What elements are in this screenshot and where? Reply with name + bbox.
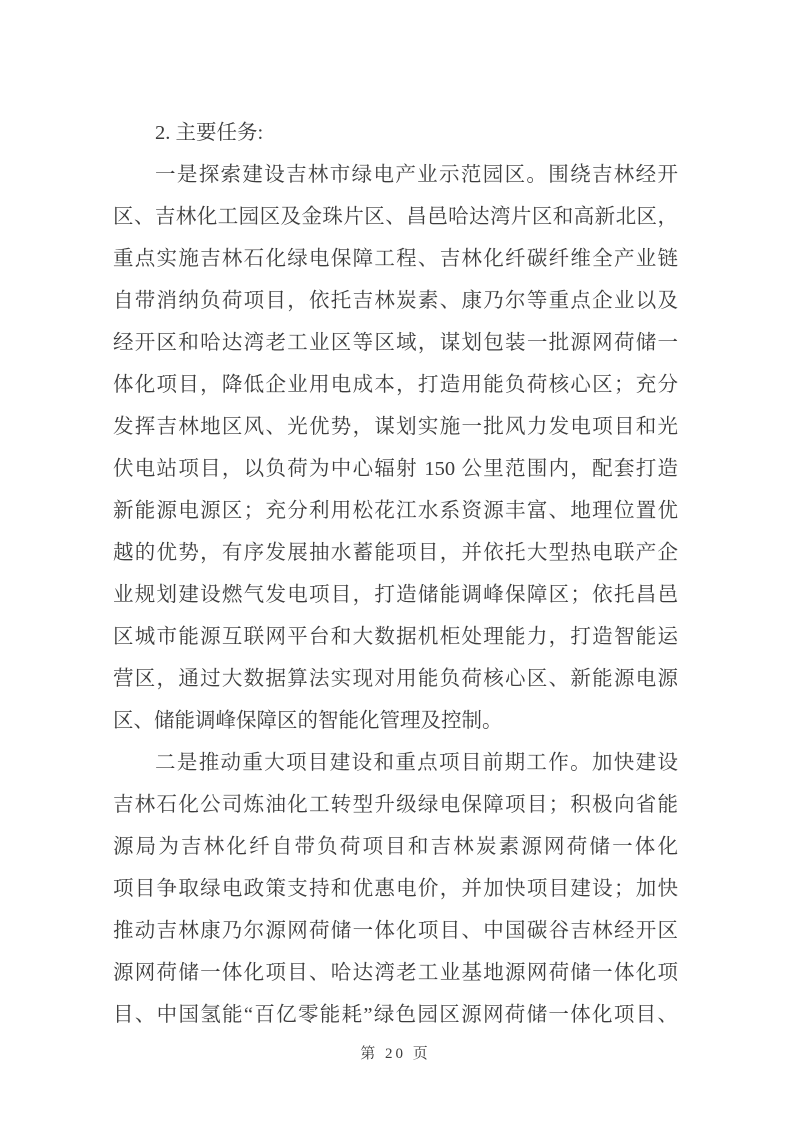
text-line: 体化项目，降低企业用电成本，打造用能负荷核心区；充分 bbox=[113, 374, 678, 396]
text-line: 新能源电源区；充分利用松花江水系资源丰富、地理位置优 bbox=[113, 500, 678, 522]
text-line: 源网荷储一体化项目、哈达湾老工业基地源网荷储一体化项 bbox=[113, 962, 678, 984]
text-line: 吉林石化公司炼油化工转型升级绿电保障项目；积极向省能 bbox=[113, 794, 678, 816]
text-line: 目、中国氢能“百亿零能耗”绿色园区源网荷储一体化项目、 bbox=[113, 1004, 678, 1026]
text-line: 推动吉林康乃尔源网荷储一体化项目、中国碳谷吉林经开区 bbox=[113, 920, 678, 942]
text-line: 一是探索建设吉林市绿电产业示范园区。围绕吉林经开 bbox=[155, 164, 678, 186]
text-line: 项目争取绿电政策支持和优惠电价，并加快项目建设；加快 bbox=[113, 878, 678, 900]
text-line: 2. 主要任务: bbox=[155, 122, 264, 144]
text-line: 发挥吉林地区风、光优势，谋划实施一批风力发电项目和光 bbox=[113, 416, 678, 438]
text-line: 伏电站项目，以负荷为中心辐射 150 公里范围内，配套打造 bbox=[113, 458, 678, 480]
text-line: 越的优势，有序发展抽水蓄能项目，并依托大型热电联产企 bbox=[113, 542, 678, 564]
text-line: 二是推动重大项目建设和重点项目前期工作。加快建设 bbox=[155, 752, 678, 774]
text-line: 业规划建设燃气发电项目，打造储能调峰保障区；依托昌邑 bbox=[113, 584, 678, 606]
text-line: 区城市能源互联网平台和大数据机柜处理能力，打造智能运 bbox=[113, 626, 678, 648]
text-line: 营区，通过大数据算法实现对用能负荷核心区、新能源电源 bbox=[113, 668, 678, 690]
document-body bbox=[113, 112, 678, 1036]
text-line: 区、吉林化工园区及金珠片区、昌邑哈达湾片区和高新北区， bbox=[113, 206, 678, 228]
text-line: 重点实施吉林石化绿电保障工程、吉林化纤碳纤维全产业链 bbox=[113, 248, 678, 270]
text-line: 经开区和哈达湾老工业区等区域，谋划包装一批源网荷储一 bbox=[113, 332, 678, 354]
text-line: 源局为吉林化纤自带负荷项目和吉林炭素源网荷储一体化 bbox=[113, 836, 678, 858]
text-line: 区、储能调峰保障区的智能化管理及控制。 bbox=[113, 710, 503, 732]
text-line: 自带消纳负荷项目，依托吉林炭素、康乃尔等重点企业以及 bbox=[113, 290, 678, 312]
page-number: 第 20 页 bbox=[360, 1046, 431, 1062]
